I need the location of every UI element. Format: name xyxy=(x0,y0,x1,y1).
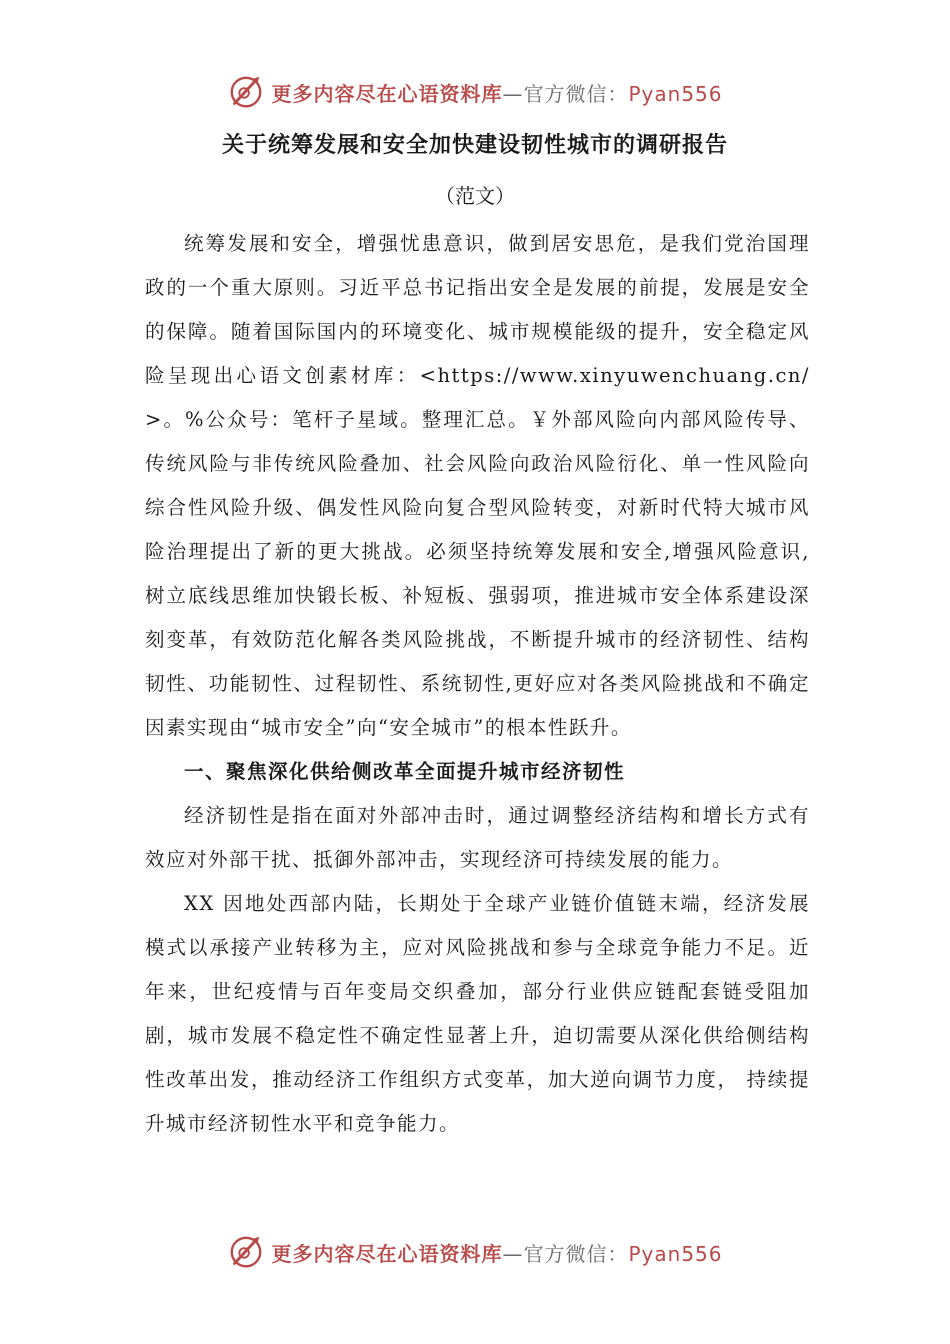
banner-wechat-id: Pyan556 xyxy=(628,81,723,106)
section-heading: 一、聚焦深化供给侧改革全面提升城市经济韧性 xyxy=(184,760,626,783)
document-subtitle: （范文） xyxy=(435,184,515,208)
banner-middle: —官方微信： xyxy=(502,1241,629,1266)
document-title: 关于统筹发展和安全加快建设韧性城市的调研报告 xyxy=(221,133,728,158)
section-paragraph: 经济韧性是指在面对外部冲击时，通过调整经济结构和增长方式有效应对外部干扰、抵御外部冲击，实现经济可持续发展的能力。 xyxy=(145,804,810,871)
banner-middle: —官方微信： xyxy=(502,81,629,106)
footer-banner xyxy=(0,1232,950,1272)
logo-icon xyxy=(227,1233,265,1271)
section-paragraph: XX 因地处西部内陆，长期处于全球产业链价值链末端，经济发展模式以承接产业转移为主，应对风险挑战和参与全球竞争能力不足。近年来，世纪疫情与百年变局交织叠加，部分行业供应链配套链受阻加剧，城市发展不稳定性不确定性显著上升，迫切需要从深化供给侧结构性改革出发，推动经济工作组织方式变革，加大逆向调节力度， 持续提升城市经济韧性水平和竞争能力。 xyxy=(145,892,810,1135)
banner-highlight: 更多内容尽在心语资料库 xyxy=(271,81,503,106)
banner-text xyxy=(271,78,722,107)
header-banner xyxy=(0,72,950,112)
banner-wechat-id: Pyan556 xyxy=(628,1241,723,1266)
banner-highlight: 更多内容尽在心语资料库 xyxy=(271,1241,503,1266)
logo-icon xyxy=(227,73,265,111)
banner-text xyxy=(271,1238,722,1267)
document-body xyxy=(145,222,810,1146)
intro-paragraph: 统筹发展和安全，增强忧患意识，做到居安思危，是我们党治国理政的一个重大原则。习近平总书记指出安全是发展的前提，发展是安全的保障。随着国际国内的环境变化、城市规模能级的提升，安全稳定风险呈现出心语文创素材库：<https://www.xinyuwenchuang.cn/>。%公众号：笔杆子星域。整理汇总。￥外部风险向内部风险传导、传统风险与非传统风险叠加、社会风险向政治风险衍化、单一性风险向综合性风险升级、偶发性风险向复合型风险转变，对新时代特大城市风险治理提出了新的更大挑战。必须坚持统筹发展和安全,增强风险意识,树立底线思维加快锻长板、补短板、强弱项，推进城市安全体系建设深刻变革，有效防范化解各类风险挑战，不断提升城市的经济韧性、结构韧性、功能韧性、过程韧性、系统韧性,更好应对各类风险挑战和不确定因素实现由“城市安全”向“安全城市”的根本性跃升。 xyxy=(145,232,810,739)
